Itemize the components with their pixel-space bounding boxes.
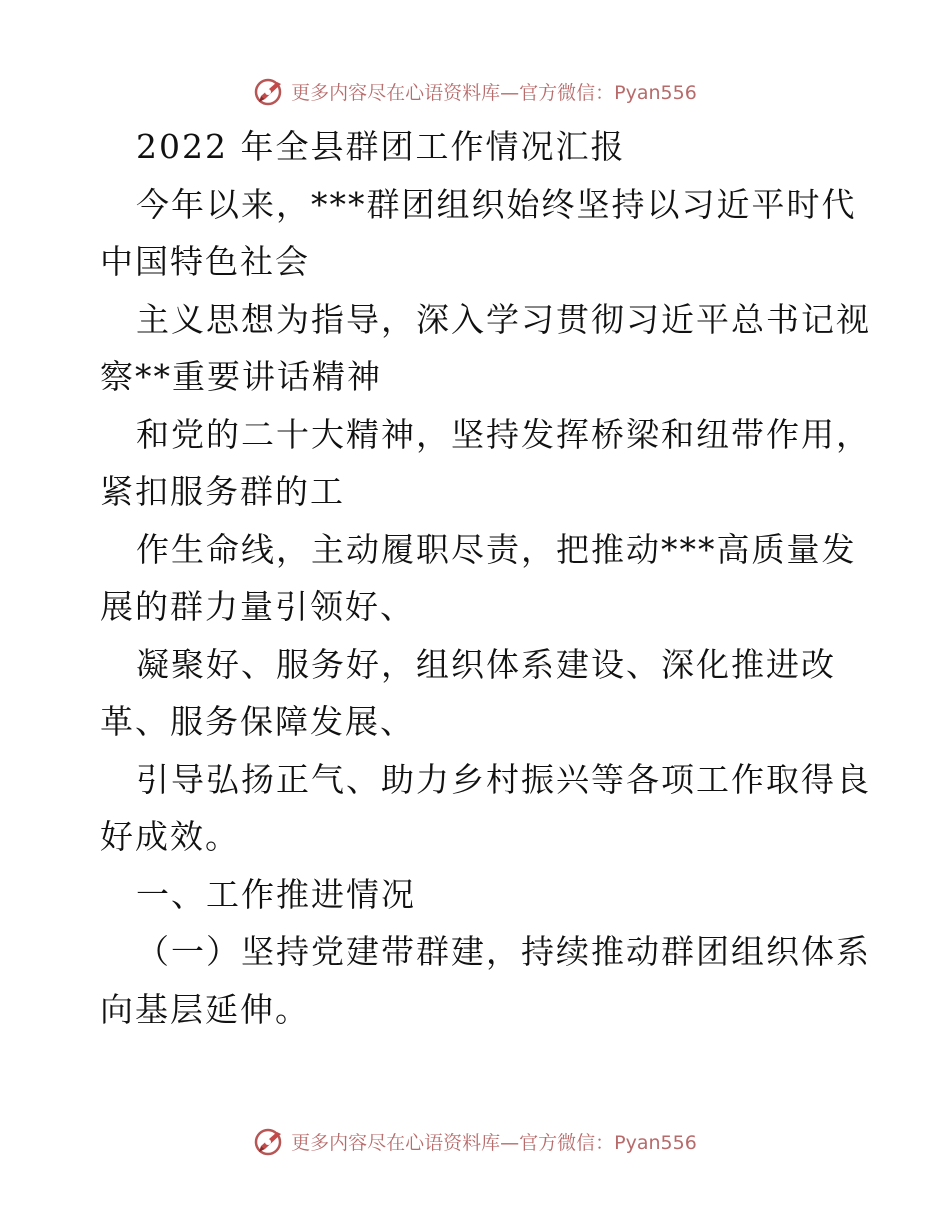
paragraph-line: 引导弘扬正气、助力乡村振兴等各项工作取得良 [136, 759, 871, 799]
paragraph-line: 察**重要讲话精神 [100, 357, 382, 396]
section-heading: 一、工作推进情况 [136, 874, 416, 914]
watermark-text: 更多内容尽在心语资料库—官方微信：Pyan556 [291, 81, 697, 104]
logo-icon [253, 1124, 287, 1158]
paragraph-line: 主义思想为指导，深入学习贯彻习近平总书记视 [136, 299, 871, 339]
document-body [100, 118, 890, 1038]
paragraph-line: 中国特色社会 [100, 242, 310, 281]
paragraph-line: 今年以来，***群团组织始终坚持以习近平时代 [136, 184, 857, 224]
logo-icon [253, 74, 287, 108]
paragraph-line: 好成效。 [100, 817, 240, 856]
paragraph-line: 革、服务保障发展、 [100, 702, 415, 741]
document-title: 2022 年全县群团工作情况汇报 [136, 127, 626, 166]
subsection-heading: （一）坚持党建带群建，持续推动群团组织体系 [136, 932, 871, 971]
paragraph-line: 作生命线，主动履职尽责，把推动***高质量发 [136, 529, 857, 569]
paragraph-line: 展的群力量引领好、 [100, 587, 415, 626]
paragraph-line: 凝聚好、服务好，组织体系建设、深化推进改 [136, 644, 836, 684]
paragraph-line: 紧扣服务群的工 [100, 472, 345, 511]
watermark-header [0, 74, 950, 108]
watermark-footer [0, 1124, 950, 1158]
paragraph-line: 向基层延伸。 [100, 989, 310, 1029]
paragraph-line: 和党的二十大精神，坚持发挥桥梁和纽带作用， [136, 414, 871, 454]
watermark-text: 更多内容尽在心语资料库—官方微信：Pyan556 [291, 1131, 697, 1154]
